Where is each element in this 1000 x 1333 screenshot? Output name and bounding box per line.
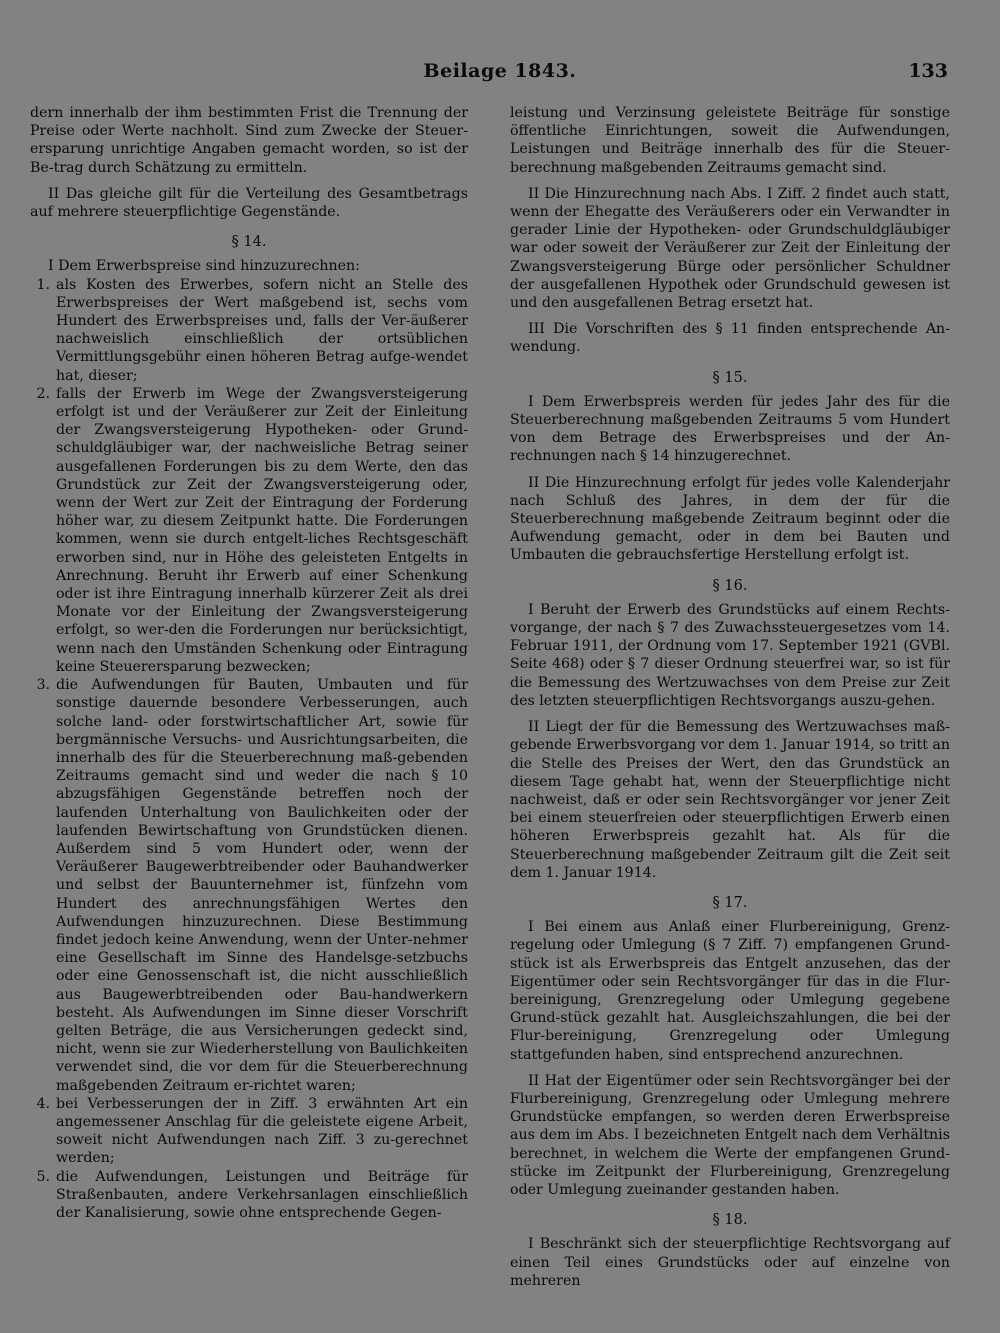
paragraph: II Die Hinzurechnung erfolgt für jedes volle Kalenderjahr nach Schluß des Jahres, in dem der für die Steuerberechnung maßgebende Zeitraum beginnt oder die Aufwendung gemacht, oder in dem bei Bauten und Umbauten die gebrauchsfertige Herstellung erfolgt ist. [510,474,950,564]
list-item [30,1168,468,1223]
list-item [30,276,468,385]
list-item-text: bei Verbesserungen der in Ziff. 3 erwähnten Art ein angemessener Anschlag für die geleistete eigene Arbeit, soweit nicht Aufwendungen nach Ziff. 3 zu-gerechnet werden; [56,1095,468,1167]
list-item [30,385,468,676]
paragraph: leistung und Verzinsung geleistete Beiträge für sonstige öffentliche Einrichtungen, soweit die Aufwendungen, Leistungen und Beiträge innerhalb des für die Steuer-berechnung maßgebenden Zeitraums gemacht sind. [510,105,950,176]
paragraph: II Das gleiche gilt für die Verteilung des Gesamtbetrags auf mehrere steuerpflichtige Gegenstände. [30,185,468,221]
paragraph: I Bei einem aus Anlaß einer Flurbereinigung, Grenz-regelung oder Umlegung (§ 7 Ziff. 7) empfangenen Grund-stück ist als Erwerbspreis das Entgelt anzusehen, das der Eigentümer oder sein Rechtsvorgänger für das in die Flur-bereinigung, Grenzregelung oder Umlegung gegebene Grund-stück gezahlt hat. Ausgleichszahlungen, die bei der Flur-bereinigung, Grenzregelung oder Umlegung stattgefunden haben, sind entsprechend anzurechnen. [510,919,950,1063]
paragraph: III Die Vorschriften des § 11 finden entsprechende An-wendung. [510,321,950,356]
list-item-text: falls der Erwerb im Wege der Zwangsversteigerung erfolgt ist und der Veräußerer zur Zeit der Einleitung der Zwangsversteigerung Hypotheken- oder Grund-schuldgläubiger war, der nachweisliche Betrag seiner ausgefallenen Forderungen bis zu dem Werte, den das Grundstück zur Zeit der Zwangsversteigerung oder, wenn der Wert zur Zeit der Eintragung der Forderung höher war, zu diesem Zeitpunkt hatte. Die Forderungen kommen, wenn sie durch entgelt-liches Rechtsgeschäft erworben sind, nur in Höhe des geleisteten Entgelts in Anrechnung. Beruht ihr Erwerb auf einer Schenkung oder ist ihre Eintragung innerhalb kürzerer Zeit als drei Monate vor der Einleitung der Zwangsversteigerung erfolgt, so wer-den die Forderungen nur berücksichtigt, wenn nach den Umständen Schenkung oder Eintragung keine Steuerersparung bezwecken; [56,385,468,675]
list-item [30,676,468,1095]
list-item-text: die Aufwendungen, Leistungen und Beiträge für Straßenbauten, andere Verkehrsanlagen einschließlich der Kanalisierung, sowie ohne entsprechende Gegen- [56,1168,468,1221]
paragraph: I Dem Erwerbspreise sind hinzuzurechnen: [48,258,360,275]
paragraph: II Die Hinzurechnung nach Abs. I Ziff. 2 findet auch statt, wenn der Ehegatte des Veräußerers oder ein Verwandter in gerader Linie der Hypotheken- oder Grundschuldgläubiger war oder soweit der Veräußerer zur Zeit der Einleitung der Zwangsversteigerung Bürge oder persönlicher Schuldner der ausgefallenen Hypothek oder Grundschuld gewesen ist und den ausgefallenen Betrag ersetzt hat. [510,185,950,312]
section-heading: § 15. [712,369,748,386]
list-item-number: 4. [36,1095,50,1112]
section-heading: § 18. [712,1212,748,1229]
paragraph: I Beschränkt sich der steuerpflichtige Rechtsvorgang auf einen Teil eines Grundstücks oder auf einzelne von mehreren [510,1236,950,1289]
left-column [30,104,468,1222]
list-item-number: 1. [36,276,50,293]
list-item-number: 2. [36,385,50,402]
paragraph: II Hat der Eigentümer oder sein Rechtsvorgänger bei der Flurbereinigung, Grenzregelung oder Umlegung mehrere Grundstücke empfangen, so werden deren Erwerbspreise aus dem im Abs. I bezeichneten Entgelt nach dem Verhältnis berechnet, in welchem die Werte der empfangenen Grund-stücke im Zeitpunkt der Flurbereinigung, Grenzregelung oder Umlegung zueinander gestanden haben. [510,1072,950,1198]
paragraph: dern innerhalb der ihm bestimmten Frist die Trennung der Preise oder Werte nachholt. Sind zum Zwecke der Steuer-ersparung unrichtige Angaben gemacht worden, so ist der Be-trag durch Schätzung zu ermitteln. [30,105,468,176]
page-header [0,60,1000,88]
section-heading: § 17. [712,894,748,911]
list-item-number: 3. [36,677,50,694]
list-item [30,1095,468,1168]
page-number: 133 [908,60,948,82]
running-title: Beilage 1843. [423,60,577,82]
list-item-text: als Kosten des Erwerbes, sofern nicht an Stelle des Erwerbspreises der Wert maßgebend ist, sechs vom Hundert des Erwerbspreises und, falls der Ver-äußerer nachweislich einschließlich der ortsüblichen Vermittlungsgebühr einen höheren Betrag aufge-wendet hat, dieser; [56,276,468,384]
list-item-number: 5. [36,1168,50,1185]
list-item-text: die Aufwendungen für Bauten, Umbauten und für sonstige dauernde besondere Verbesserungen, auch solche land- oder forstwirtschaftlicher Art, sowie für bergmännische Versuchs- und Ausrichtungsarbeiten, die innerhalb des für die Steuerberechnung maß-gebenden Zeitraums gemacht sind und weder die nach § 10 abzugsfähigen Gegenstände betreffen noch der laufenden Unterhaltung von Baulichkeiten oder der laufenden Bewirtschaftung von Grundstücken dienen. Außerdem sind 5 vom Hundert oder, wenn der Veräußerer Baugewerbtreibender oder Bauhandwerker und selbst der Bauunternehmer ist, fünfzehn vom Hundert des anrechnungsfähigen Wertes den Aufwendungen hinzuzurechnen. Diese Bestimmung findet jedoch keine Anwendung, wenn der Unter-nehmer eine Gesellschaft im Sinne des Handelsge-setzbuchs oder eine Genossenschaft ist, die nicht ausschließlich aus Baugewerbtreibenden oder Bau-handwerkern besteht. Als Aufwendungen im Sinne dieser Vorschrift gelten Beträge, die aus Versicherungen gedeckt sind, nicht, wenn sie zur Wiederherstellung von Baulichkeiten verwendet sind, die vor dem für die Steuerberechnung maßgebenden Zeitraum er-richtet waren; [56,677,468,1094]
paragraph: II Liegt der für die Bemessung des Wertzuwachses maß-gebende Erwerbsvorgang vor dem 1. Januar 1914, so tritt an die Stelle des Preises der Wert, den das Grundstück an diesem Tage gehabt hat, wenn der Steuerpflichtige nicht nachweist, daß er oder sein Rechtsvorgänger vor jener Zeit bei einem steuerfreien oder steuerpflichtigen Erwerb einen höheren Erwerbspreis gezahlt hat. Als für die Steuerberechnung maßgebender Zeitraum gilt die Zeit seit dem 1. Januar 1914. [510,719,951,881]
section-heading: § 16. [712,577,748,594]
paragraph: I Beruht der Erwerb des Grundstücks auf einem Rechts-vorgange, der nach § 7 des Zuwachssteuergesetzes vom 14. Februar 1911, der Ordnung vom 17. September 1921 (GVBl. Seite 468) oder § 7 dieser Ordnung steuerfrei war, so ist für die Bemessung des Wertzuwachses von dem Preise zur Zeit des letzten steuerpflichtigen Rechtsvorgangs auszu-gehen. [510,601,950,709]
right-column [510,104,950,1290]
section-heading: § 14. [231,234,267,251]
paragraph: I Dem Erwerbspreis werden für jedes Jahr des für die Steuerberechnung maßgebenden Zeitraums 5 vom Hundert von dem Betrage des Erwerbspreises und der An-rechnungen nach § 14 hinzugerechnet. [510,393,950,465]
